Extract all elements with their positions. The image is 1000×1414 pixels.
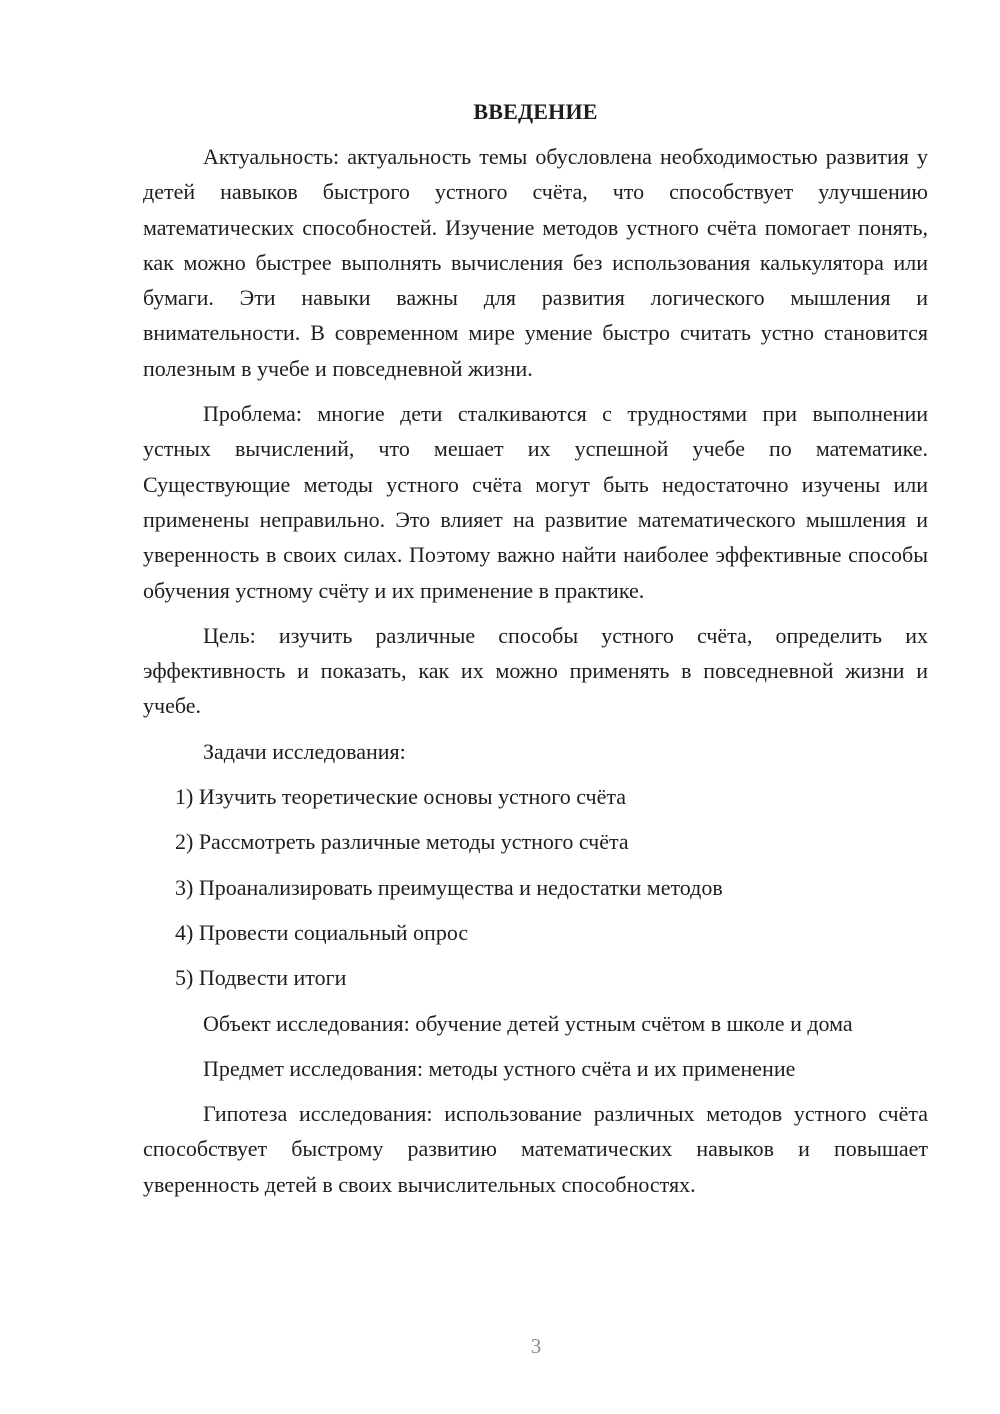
list-item: 2) Рассмотреть различные методы устного счёта [175, 829, 629, 855]
tasks-heading: Задачи исследования: [203, 738, 406, 764]
object-paragraph: Объект исследования: обучение детей устным счётом в школе и дома [203, 1010, 853, 1036]
list-item: 4) Провести социальный опрос [175, 919, 469, 945]
goal-paragraph: Цель: изучить различные способы устного счёта, определить их эффективность и показать, как их можно применять в повседневной жизни и учебе. [143, 622, 928, 719]
hypothesis-paragraph: Гипотеза исследования: использование различных методов устного счёта способствует быстрому развитию математических навыков и повышает уверенность детей в своих вычислительных способностях. [143, 1101, 928, 1197]
tasks-list [143, 779, 928, 995]
list-item: 1) Изучить теоретические основы устного счёта [175, 784, 627, 810]
document-page [143, 94, 928, 1212]
list-item: 5) Подвести итоги [175, 965, 347, 991]
relevance-paragraph: Актуальность: актуальность темы обусловлена необходимостью развития у детей навыков быстрого устного счёта, что способствует улучшению математических способностей. Изучение методов устного счёта помогает понять, как можно быстрее выполнять вычисления без использования калькулятора или бумаги. Эти навыки важны для развития логического мышления и внимательности. В современном мире умение быстро считать устно становится полезным в учебе и повседневной жизни. [143, 144, 928, 381]
page-number: 3 [530, 1334, 542, 1358]
page-title: ВВЕДЕНИЕ [473, 99, 598, 124]
subject-paragraph: Предмет исследования: методы устного счёта и их применение [203, 1055, 796, 1081]
problem-paragraph: Проблема: многие дети сталкиваются с трудностями при выполнении устных вычислений, что мешает их успешной учебе по математике. Существующие методы устного счёта могут быть недостаточно изучены или применены неправильно. Это влияет на развитие математического мышления и уверенность в своих силах. Поэтому важно найти наиболее эффективные способы обучения устному счёту и их применение в практике. [143, 401, 928, 603]
list-item: 3) Проанализировать преимущества и недостатки методов [175, 874, 723, 900]
